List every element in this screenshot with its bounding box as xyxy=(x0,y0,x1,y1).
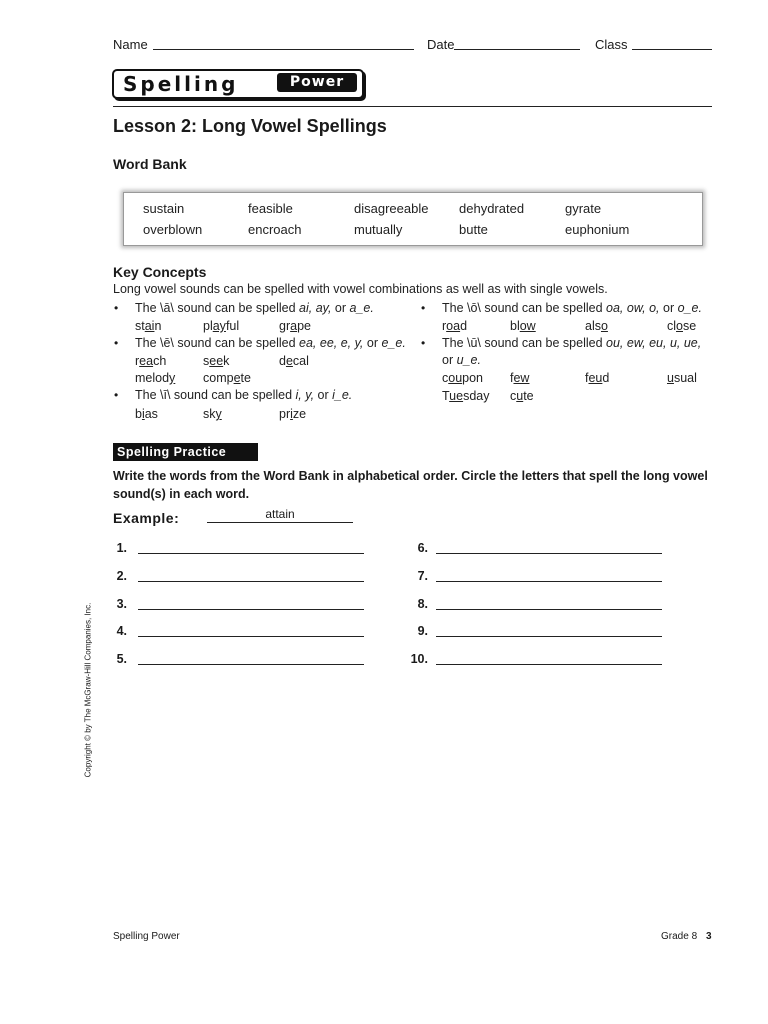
example-word: cute xyxy=(510,389,534,403)
bullet: • xyxy=(114,336,119,350)
bullet: • xyxy=(114,301,119,315)
answer-number: 4. xyxy=(116,624,127,638)
long-o-rule: The \ō\ sound can be spelled oa, ow, o, or o_e. xyxy=(442,301,702,315)
word-bank-word: dehydrated xyxy=(459,201,525,216)
example-word: sky xyxy=(203,407,222,421)
spelling-power-logo xyxy=(112,69,364,99)
answer-line-7[interactable] xyxy=(436,581,662,582)
key-concepts-intro: Long vowel sounds can be spelled with vowel combinations as well as with single vowels. xyxy=(113,282,608,296)
word-bank-word: butte xyxy=(459,222,488,237)
practice-instructions: Write the words from the Word Bank in alphabetical order. Circle the letters that spell the long vowel sound(s) in each word. xyxy=(113,469,708,501)
page-number: 3 xyxy=(706,931,712,942)
date-field-line[interactable] xyxy=(454,49,580,50)
answer-number: 2. xyxy=(116,569,127,583)
example-word: road xyxy=(442,319,468,333)
answer-line-5[interactable] xyxy=(138,664,364,665)
bullet: • xyxy=(421,336,426,350)
example-word: reach xyxy=(135,354,167,368)
class-label: Class xyxy=(595,37,628,52)
copyright-notice: Copyright © by The McGraw-Hill Companies, Inc. xyxy=(83,602,93,778)
footer-grade: Grade 8 xyxy=(661,931,698,942)
answer-number: 8. xyxy=(417,597,428,611)
name-field-line[interactable] xyxy=(153,49,414,50)
answer-number: 7. xyxy=(417,569,428,583)
lesson-title: Lesson 2: Long Vowel Spellings xyxy=(113,116,387,136)
example-label: Example: xyxy=(113,510,180,526)
spelling-practice-banner: Spelling Practice xyxy=(113,443,258,461)
word-bank-word: encroach xyxy=(248,222,302,237)
answer-line-10[interactable] xyxy=(436,664,662,665)
example-word: melody xyxy=(135,371,176,385)
example-word: decal xyxy=(279,354,309,368)
word-bank-word: feasible xyxy=(248,201,293,216)
answer-number: 9. xyxy=(417,624,428,638)
example-word: feud xyxy=(585,371,610,385)
example-word: compete xyxy=(203,371,251,385)
class-field-line[interactable] xyxy=(632,49,712,50)
title-divider xyxy=(113,106,712,107)
answer-line-9[interactable] xyxy=(436,636,662,637)
footer-title: Spelling Power xyxy=(113,931,180,942)
example-word: bias xyxy=(135,407,158,421)
example-word: close xyxy=(667,319,697,333)
long-e-rule: The \ē\ sound can be spelled ea, ee, e, y, or e_e. xyxy=(135,336,406,350)
example-word: usual xyxy=(667,371,697,385)
example-word: stain xyxy=(135,319,162,333)
long-i-rule: The \ī\ sound can be spelled i, y, or i_e. xyxy=(135,388,353,402)
word-bank-word: gyrate xyxy=(565,201,602,216)
name-label: Name xyxy=(113,37,148,52)
word-bank-label: Word Bank xyxy=(113,156,187,172)
answer-line-6[interactable] xyxy=(436,553,662,554)
answer-line-8[interactable] xyxy=(436,609,662,610)
word-bank-word: overblown xyxy=(143,222,203,237)
long-u-rule: The \ū\ sound can be spelled ou, ew, eu, u, ue, xyxy=(442,336,702,350)
example-word: grape xyxy=(279,319,311,333)
example-answer: attain xyxy=(207,507,353,523)
answer-line-3[interactable] xyxy=(138,609,364,610)
answer-number: 6. xyxy=(417,541,428,555)
example-word: blow xyxy=(510,319,536,333)
logo-word-spelling: Spelling xyxy=(123,72,239,96)
date-label: Date xyxy=(427,37,455,52)
example-word: prize xyxy=(279,407,307,421)
key-concepts-label: Key Concepts xyxy=(113,264,207,280)
example-word: playful xyxy=(203,319,240,333)
word-bank-box xyxy=(123,192,703,246)
answer-line-1[interactable] xyxy=(138,553,364,554)
answer-number: 3. xyxy=(116,597,127,611)
answer-number: 1. xyxy=(116,541,127,555)
example-word: also xyxy=(585,319,608,333)
word-bank-word: disagreeable xyxy=(354,201,429,216)
logo-word-power: Power xyxy=(277,73,357,92)
example-word: seek xyxy=(203,354,230,368)
long-u-rule-line2: or u_e. xyxy=(442,353,481,367)
long-a-rule: The \ā\ sound can be spelled ai, ay, or a_e. xyxy=(135,301,374,315)
answer-number: 10. xyxy=(410,652,428,666)
bullet: • xyxy=(114,388,119,402)
answer-line-2[interactable] xyxy=(138,581,364,582)
example-word: few xyxy=(510,371,530,385)
bullet: • xyxy=(421,301,426,315)
example-word: Tuesday xyxy=(442,389,490,403)
word-bank-word: mutually xyxy=(354,222,403,237)
example-word: coupon xyxy=(442,371,484,385)
word-bank-word: euphonium xyxy=(565,222,630,237)
word-bank-word: sustain xyxy=(143,201,185,216)
answer-number: 5. xyxy=(116,652,127,666)
answer-line-4[interactable] xyxy=(138,636,364,637)
